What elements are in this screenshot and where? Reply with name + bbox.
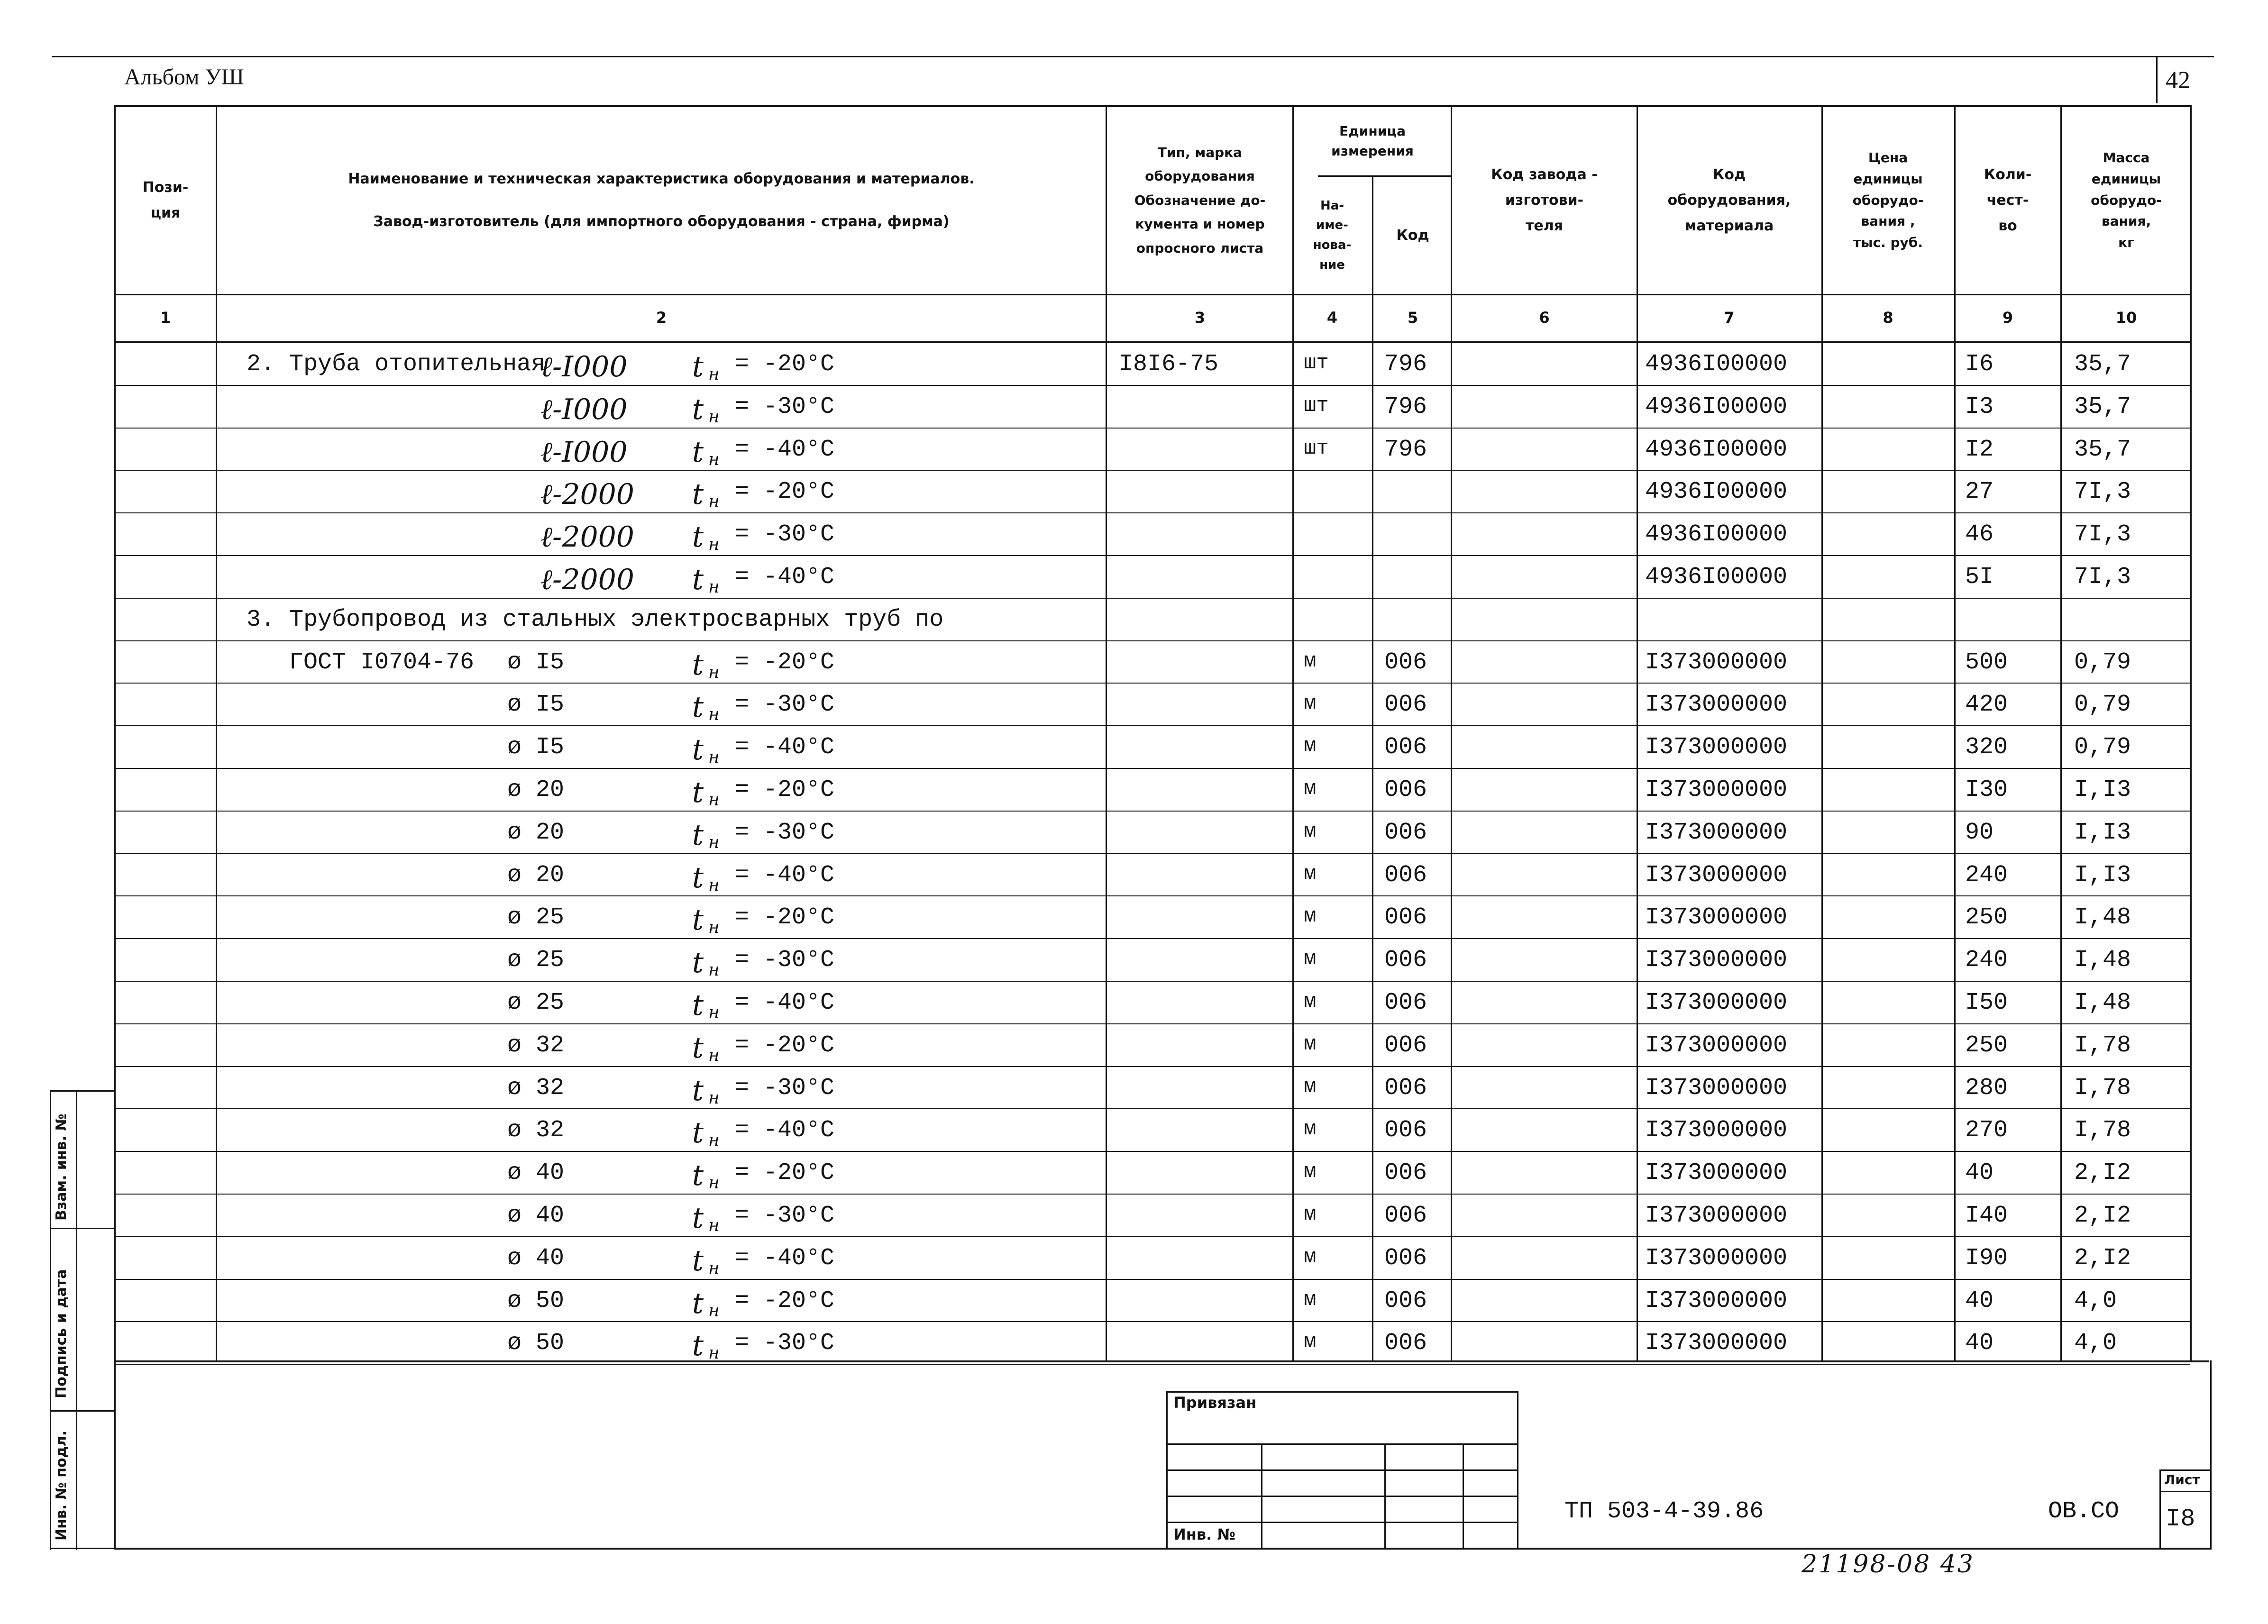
table-row [114,982,2190,1024]
header-position: Пози- ция [142,179,189,221]
temp-symbol: t [692,989,704,1022]
quantity: I3 [1965,393,1994,420]
table-row [114,1322,2190,1365]
unit-name: шт [1304,351,1329,375]
tb-sheet-top [2159,1469,2212,1471]
temp-symbol: t [692,776,704,809]
temp-symbol-sub: н [708,1301,720,1321]
unit-group-divider [1318,175,1451,177]
equipment-code: I373000000 [1645,1287,1788,1314]
row-rule [114,1364,2190,1365]
tb-inv-no: Инв. № [1173,1525,1235,1543]
unit-name: м [1304,947,1317,971]
unit-code: 006 [1384,1202,1427,1229]
pipe-diameter: ø 40 [507,1159,565,1187]
temp-value: = -30°C [735,521,835,548]
colnum-5: 5 [1407,309,1418,327]
table-row [114,726,2190,769]
tb-sheet-left [2159,1469,2161,1549]
pipe-length: ℓ-I000 [540,435,628,469]
page-box-left [2156,56,2158,103]
pipe-diameter: ø 32 [507,1031,565,1059]
unit-code: 006 [1384,1287,1427,1314]
equipment-code: I373000000 [1645,819,1788,846]
temp-symbol: t [692,1116,704,1150]
temp-symbol-sub: н [708,790,720,810]
unit-mass: I,I3 [2074,776,2131,803]
unit-name: м [1304,1245,1317,1269]
colnum-6: 6 [1539,309,1550,327]
pipe-diameter: ø 32 [507,1074,565,1102]
temp-symbol: t [692,1202,704,1235]
stamp-podpis: Подпись и дата [53,1269,70,1398]
unit-name: м [1304,1160,1317,1184]
quantity: 5I [1965,564,1994,591]
sheet-right-border [2210,1360,2212,1549]
unit-code: 006 [1384,691,1427,719]
unit-mass: 7I,3 [2074,478,2131,506]
equipment-code: I373000000 [1645,1159,1788,1187]
pipe-diameter: ø 40 [507,1244,565,1272]
pipe-diameter: ø 20 [507,861,565,889]
unit-name: м [1304,1330,1317,1354]
temp-symbol: t [692,563,704,596]
unit-name: м [1304,990,1317,1013]
unit-name: м [1304,862,1317,886]
unit-mass: 4,0 [2074,1287,2117,1314]
colnum-3: 3 [1194,309,1206,327]
top-page-number: 42 [2166,67,2190,94]
temp-symbol-sub: н [708,407,720,427]
quantity: 420 [1965,691,2008,719]
unit-mass: I,I3 [2074,861,2131,889]
temp-value: = -40°C [735,989,835,1016]
unit-code: 796 [1384,351,1427,378]
table-row [114,343,2190,386]
temp-symbol: t [692,946,704,980]
item-name: 2. Труба отопительная [247,351,546,378]
quantity: 250 [1965,904,2008,931]
unit-code: 006 [1384,1330,1427,1357]
unit-name: м [1304,1117,1317,1141]
tb-sheet-mid [2159,1491,2212,1492]
tb-sheet-number: I8 [2166,1505,2195,1533]
unit-name: м [1304,1287,1317,1312]
equipment-code: I373000000 [1645,648,1788,676]
temp-symbol: t [692,1286,704,1320]
temp-symbol: t [692,1329,704,1363]
temp-symbol: t [692,1074,704,1107]
equipment-code: I373000000 [1645,904,1788,931]
unit-name: шт [1304,436,1329,460]
unit-mass: 7I,3 [2074,564,2131,591]
equipment-code: 4936I00000 [1645,478,1788,506]
unit-name: м [1304,649,1317,673]
temp-symbol-sub: н [708,535,720,555]
header-name: Наименование и техническая характеристика оборудования и материалов. Завод-изготовитель (для импортного оборудования - страна, фирма) [348,171,975,230]
temp-symbol-sub: н [708,662,720,682]
quantity: 250 [1965,1031,2008,1059]
tb-row3 [1166,1496,1518,1497]
sheet-left-border [114,1360,116,1549]
equipment-code: I373000000 [1645,989,1788,1016]
unit-code: 006 [1384,734,1427,761]
quantity: 40 [1965,1287,1994,1314]
pipe-diameter: ø 20 [507,776,565,803]
equipment-code: I373000000 [1645,947,1788,974]
colnum-2: 2 [656,309,667,327]
temp-symbol-sub: н [708,1216,720,1235]
equipment-code: I373000000 [1645,734,1788,761]
unit-code: 006 [1384,1031,1427,1059]
tb-privyazan: Привязан [1173,1394,1257,1412]
temp-value: = -20°C [735,351,835,378]
equipment-code: I373000000 [1645,1244,1788,1272]
unit-code: 006 [1384,819,1427,846]
table-row [114,684,2190,726]
quantity: I30 [1965,776,2008,803]
unit-mass: 0,79 [2074,691,2131,719]
pipe-diameter: ø 50 [507,1330,565,1357]
unit-mass: 2,I2 [2074,1159,2131,1187]
temp-symbol-sub: н [708,365,720,384]
temp-value: = -20°C [735,776,835,803]
unit-mass: 4,0 [2074,1330,2117,1357]
temp-symbol-sub: н [708,1343,720,1363]
header-quantity: Коли- чест- во [1984,166,2032,234]
temp-symbol-sub: н [708,875,720,895]
temp-symbol: t [692,1031,704,1065]
table-row [114,513,2190,556]
stamp-div-2 [50,1410,114,1412]
unit-code: 006 [1384,776,1427,803]
temp-symbol-sub: н [708,960,720,980]
quantity: 27 [1965,478,1994,506]
equipment-code: I373000000 [1645,776,1788,803]
tb-top [1166,1391,1518,1393]
header-factory-code: Код завода - изготови- теля [1491,166,1598,234]
quantity: I40 [1965,1202,2008,1229]
pipe-length: ℓ-2000 [540,478,634,511]
unit-code: 006 [1384,1117,1427,1144]
stamp-bottom [50,1548,114,1549]
album-title: Альбом УШ [124,64,244,90]
tb-col2 [1384,1443,1386,1548]
pipe-diameter: ø I5 [507,734,565,761]
unit-code: 006 [1384,947,1427,974]
temp-value: = -40°C [735,1117,835,1144]
unit-mass: I,78 [2074,1117,2131,1144]
unit-mass: I,48 [2074,989,2131,1016]
equipment-code: I373000000 [1645,1031,1788,1059]
unit-mass: 2,I2 [2074,1202,2131,1229]
temp-symbol: t [692,1159,704,1193]
unit-code: 006 [1384,989,1427,1016]
unit-code: 006 [1384,861,1427,889]
quantity: 40 [1965,1159,1994,1187]
temp-symbol-sub: н [708,832,720,852]
colnum-8: 8 [1883,309,1893,327]
quantity: I90 [1965,1244,2008,1272]
sheet-bottom-border [114,1548,2212,1550]
temp-symbol-sub: н [708,492,720,512]
temp-value: = -20°C [735,648,835,676]
item-name: 3. Трубопровод из стальных электросварных труб по [247,606,944,633]
temp-symbol-sub: н [708,705,720,725]
header-equipment-code: Код оборудования, материала [1667,166,1791,234]
unit-mass: I,48 [2074,947,2131,974]
temp-symbol-sub: н [708,1088,720,1108]
temp-value: = -40°C [735,861,835,889]
table-row [114,599,2190,641]
equipment-code: I373000000 [1645,861,1788,889]
temp-value: = -40°C [735,564,835,591]
header-unit-name: На- име- нова- ние [1313,198,1352,272]
table-row [114,1237,2190,1280]
unit-name: м [1304,1203,1317,1226]
stamp-top [50,1090,114,1092]
quantity: 320 [1965,734,2008,761]
tb-col3 [1463,1443,1464,1548]
tb-row4 [1166,1522,1518,1523]
temp-symbol-sub: н [708,577,720,597]
quantity: 40 [1965,1330,1994,1357]
quantity: 240 [1965,861,2008,889]
temp-symbol: t [692,435,704,469]
tb-row2 [1166,1469,1518,1471]
stamp-div-1 [50,1228,114,1229]
quantity: 46 [1965,521,1994,548]
header-type: Тип, марка оборудования Обозначение до- кумента и номер опросного листа [1134,145,1266,256]
quantity: 90 [1965,819,1994,846]
temp-symbol-sub: н [708,449,720,469]
unit-code: 796 [1384,436,1427,463]
temp-value: = -30°C [735,819,835,846]
temp-symbol-sub: н [708,1003,720,1022]
unit-mass: 0,79 [2074,734,2131,761]
temp-symbol-sub: н [708,1131,720,1150]
quantity: I50 [1965,989,2008,1016]
table-row [114,1152,2190,1195]
table-row [114,1067,2190,1110]
temp-value: = -30°C [735,1330,835,1357]
top-rule [52,56,2214,57]
temp-value: = -40°C [735,436,835,463]
unit-mass: 7I,3 [2074,521,2131,548]
table-row [114,769,2190,812]
quantity: I6 [1965,351,1994,378]
temp-symbol: t [692,392,704,426]
table-row [114,1195,2190,1237]
table-row [114,641,2190,684]
temp-value: = -20°C [735,1159,835,1187]
quantity: I2 [1965,436,1994,463]
stamp-outer-left [50,1090,51,1550]
temp-symbol-sub: н [708,1045,720,1065]
colnum-1: 1 [160,309,171,327]
temp-value: = -40°C [735,1244,835,1272]
header-unit-code: Код [1396,227,1429,244]
temp-value: = -20°C [735,904,835,931]
equipment-code: 4936I00000 [1645,436,1788,463]
equipment-code: 4936I00000 [1645,521,1788,548]
unit-mass: I,78 [2074,1074,2131,1102]
table-row [114,896,2190,939]
table-right-border [2190,105,2192,1361]
unit-name: м [1304,904,1317,929]
stamp-inner-line [76,1090,77,1550]
header-mass: Масса единицы оборудо- вания, кг [2091,150,2162,251]
unit-mass: 35,7 [2074,393,2131,420]
unit-name: м [1304,1032,1317,1056]
unit-name: м [1304,819,1317,843]
unit-code: 006 [1384,904,1427,931]
temp-symbol-sub: н [708,1173,720,1193]
temp-value: = -30°C [735,1074,835,1102]
tb-col1 [1261,1443,1262,1548]
table-row [114,1280,2190,1323]
temp-symbol: t [692,350,704,383]
pipe-length: ℓ-I000 [540,350,628,383]
unit-mass: I,48 [2074,904,2131,931]
quantity: 280 [1965,1074,2008,1102]
colnum-7: 7 [1724,309,1735,327]
temp-symbol-sub: н [708,748,720,767]
temp-value: = -20°C [735,1287,835,1314]
stamp-vzam: Взам. инв. № [53,1113,70,1221]
temp-symbol-sub: н [708,1258,720,1278]
equipment-code: I373000000 [1645,1117,1788,1144]
unit-name: м [1304,734,1317,758]
pipe-length: ℓ-I000 [540,392,628,426]
table-row [114,556,2190,599]
unit-code: 006 [1384,1244,1427,1272]
colnum-9: 9 [2002,309,2013,327]
unit-name: м [1304,692,1317,716]
unit-name: м [1304,1075,1317,1099]
stamp-inv-podl: Инв. № подл. [53,1430,70,1541]
table-row [114,812,2190,854]
quantity: 500 [1965,648,2008,676]
item-name: ГОСТ I0704-76 [289,648,475,676]
quantity: 240 [1965,947,2008,974]
doc-number: I8I6-75 [1119,351,1219,378]
temp-symbol: t [692,648,704,682]
temp-value: = -40°C [735,734,835,761]
table-row [114,429,2190,471]
equipment-code: I373000000 [1645,1074,1788,1102]
tb-sheet-label: Лист [2164,1472,2200,1487]
unit-mass: I,78 [2074,1031,2131,1059]
temp-symbol: t [692,1244,704,1277]
unit-code: 006 [1384,648,1427,676]
quantity: 270 [1965,1117,2008,1144]
tb-row1 [1166,1443,1518,1445]
temp-value: = -30°C [735,393,835,420]
unit-mass: 2,I2 [2074,1244,2131,1272]
pipe-diameter: ø 40 [507,1202,565,1229]
unit-mass: 0,79 [2074,648,2131,676]
pipe-diameter: ø 25 [507,947,565,974]
temp-symbol: t [692,818,704,852]
table-row [114,386,2190,429]
unit-name: м [1304,777,1317,801]
table-row [114,1024,2190,1067]
temp-value: = -30°C [735,947,835,974]
pipe-diameter: ø I5 [507,648,565,676]
equipment-code: I373000000 [1645,691,1788,719]
pipe-diameter: ø I5 [507,691,565,719]
temp-symbol: t [692,861,704,894]
pipe-length: ℓ-2000 [540,563,634,596]
equipment-code: 4936I00000 [1645,393,1788,420]
unit-mass: 35,7 [2074,351,2131,378]
pipe-diameter: ø 32 [507,1117,565,1144]
table-row [114,471,2190,513]
temp-symbol: t [692,520,704,554]
temp-symbol: t [692,903,704,937]
tb-mark: ОВ.СО [2048,1498,2120,1525]
temp-symbol: t [692,691,704,724]
unit-code: 006 [1384,1159,1427,1187]
temp-symbol: t [692,733,704,767]
unit-mass: 35,7 [2074,436,2131,463]
colnum-4: 4 [1326,309,1338,327]
header-unit-group: Единица измерения [1331,123,1414,159]
pipe-length: ℓ-2000 [540,520,634,554]
handwritten-note: 21198-08 43 [1802,1550,1975,1578]
equipment-code: 4936I00000 [1645,564,1788,591]
pipe-diameter: ø 25 [507,904,565,931]
temp-value: = -20°C [735,1031,835,1059]
equipment-code: I373000000 [1645,1330,1788,1357]
temp-value: = -30°C [735,1202,835,1229]
temp-symbol-sub: н [708,918,720,938]
table-row [114,939,2190,982]
unit-code: 006 [1384,1074,1427,1102]
temp-value: = -30°C [735,691,835,719]
header-price: Цена единицы оборудо- вания , тыс. руб. [1852,150,1924,251]
table-row [114,1109,2190,1152]
pipe-diameter: ø 20 [507,819,565,846]
pipe-diameter: ø 50 [507,1287,565,1314]
tb-doc-code: ТП 503-4-39.86 [1564,1498,1764,1525]
equipment-code: I373000000 [1645,1202,1788,1229]
unit-mass: I,I3 [2074,819,2131,846]
pipe-diameter: ø 25 [507,989,565,1016]
unit-code: 796 [1384,393,1427,420]
equipment-code: 4936I00000 [1645,351,1788,378]
colnum-10: 10 [2115,309,2137,327]
temp-value: = -20°C [735,478,835,506]
temp-symbol: t [692,478,704,511]
table-row [114,854,2190,897]
unit-name: шт [1304,393,1329,418]
